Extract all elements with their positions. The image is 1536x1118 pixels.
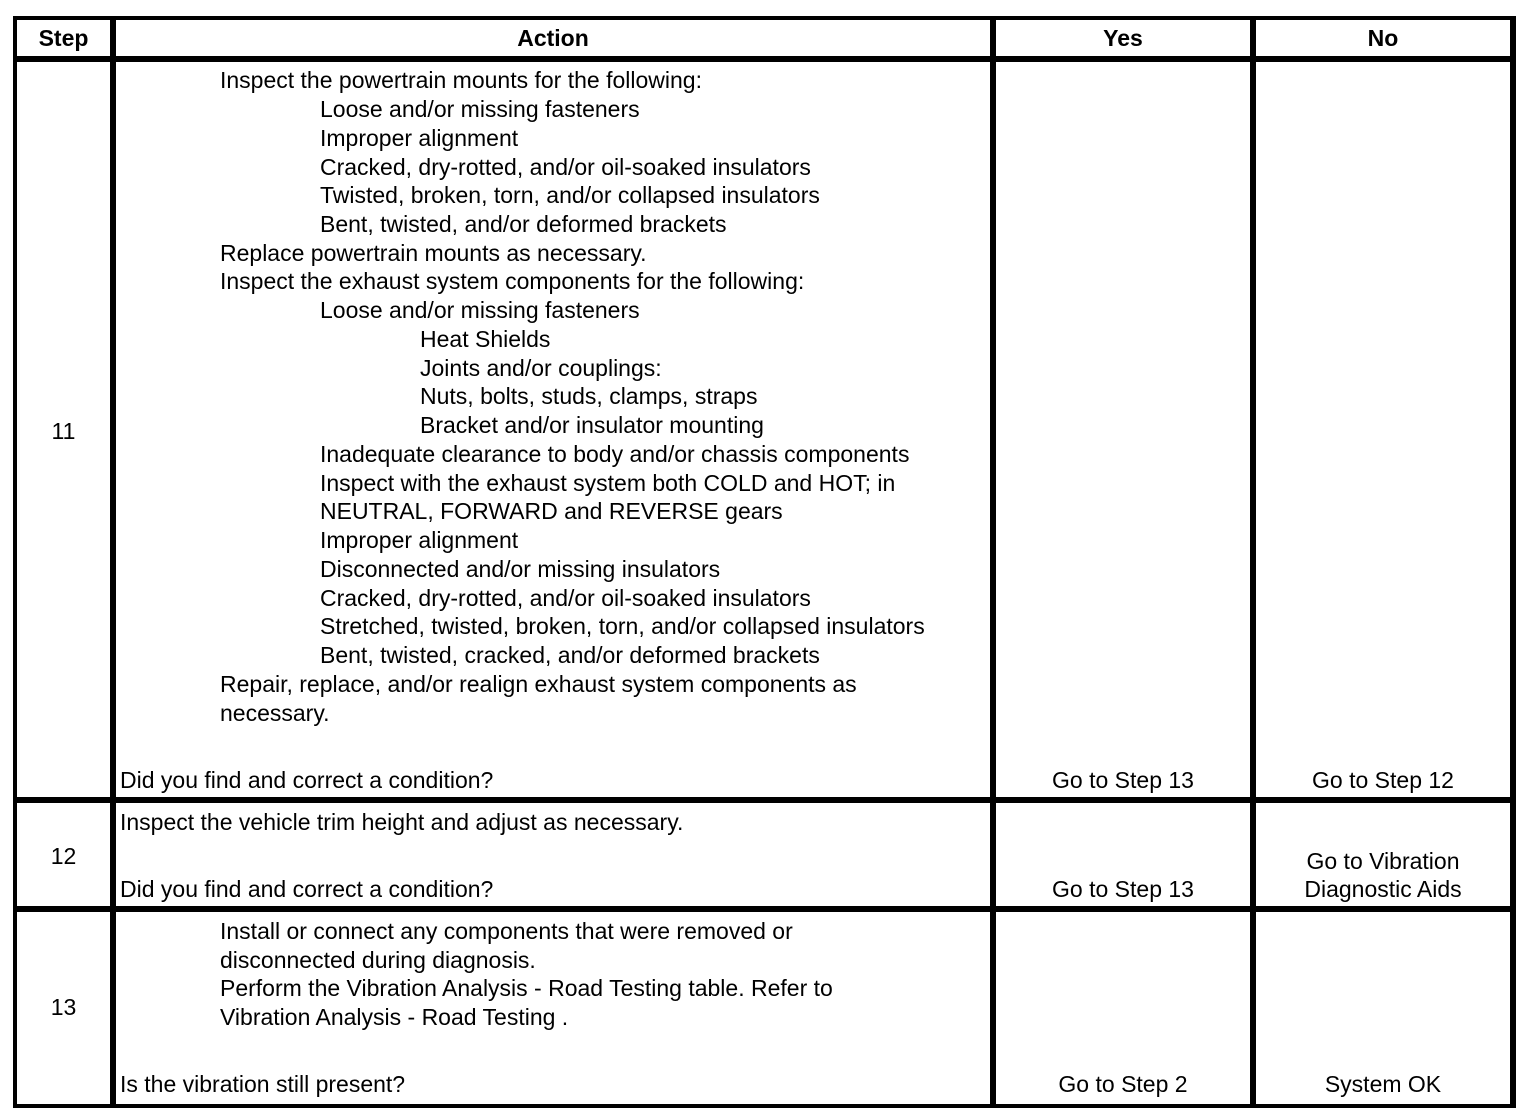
no-result: System OK (1324, 1071, 1442, 1097)
no-result-line: Go to Vibration (1306, 848, 1460, 874)
action-line: Stretched, twisted, broken, torn, and/or collapsed insulators (320, 613, 925, 639)
header-action: Action (517, 25, 589, 51)
action-line: Nuts, bolts, studs, clamps, straps (420, 383, 758, 409)
action-line: Twisted, broken, torn, and/or collapsed insulators (320, 182, 820, 208)
action-line: Loose and/or missing fasteners (320, 297, 640, 323)
action-line: Bent, twisted, and/or deformed brackets (320, 211, 727, 237)
action-line: Inspect with the exhaust system both COLD and HOT; in (320, 470, 896, 496)
action-line: Bent, twisted, cracked, and/or deformed brackets (320, 642, 820, 668)
header-step: Step (38, 25, 89, 51)
action-line: Inspect the vehicle trim height and adjust as necessary. (120, 809, 684, 835)
step-number: 11 (51, 418, 76, 444)
action-line: Cracked, dry-rotted, and/or oil-soaked insulators (320, 154, 811, 180)
action-line: Inadequate clearance to body and/or chassis components (320, 441, 910, 467)
action-line: disconnected during diagnosis. (220, 947, 536, 973)
action-line: Loose and/or missing fasteners (320, 96, 640, 122)
action-line: necessary. (220, 700, 330, 726)
yes-result: Go to Step 13 (1052, 876, 1194, 902)
action-line: Improper alignment (320, 527, 519, 553)
yes-result: Go to Step 13 (1052, 767, 1194, 793)
action-line: Replace powertrain mounts as necessary. (220, 240, 647, 266)
action-line: Bracket and/or insulator mounting (420, 412, 764, 438)
action-line: Heat Shields (420, 326, 551, 352)
action-question: Did you find and correct a condition? (120, 767, 494, 793)
action-question: Did you find and correct a condition? (120, 876, 494, 902)
action-line: Inspect the powertrain mounts for the following: (220, 67, 702, 93)
no-result: Go to Step 12 (1312, 767, 1454, 793)
action-line: Perform the Vibration Analysis - Road Testing table. Refer to (220, 975, 833, 1001)
action-line: Vibration Analysis - Road Testing . (220, 1004, 569, 1030)
action-line: Improper alignment (320, 125, 519, 151)
action-line: Install or connect any components that were removed or (220, 918, 793, 944)
action-line: NEUTRAL, FORWARD and REVERSE gears (320, 498, 783, 524)
header-no: No (1367, 25, 1399, 51)
action-question: Is the vibration still present? (120, 1071, 406, 1097)
header-yes: Yes (1103, 25, 1143, 51)
action-line: Cracked, dry-rotted, and/or oil-soaked insulators (320, 585, 811, 611)
yes-result: Go to Step 2 (1058, 1071, 1188, 1097)
action-line: Disconnected and/or missing insulators (320, 556, 721, 582)
step-number: 13 (50, 994, 77, 1020)
step-number: 12 (50, 843, 77, 869)
action-line: Repair, replace, and/or realign exhaust system components as (220, 671, 857, 697)
action-line: Inspect the exhaust system components for the following: (220, 268, 805, 294)
no-result-line: Diagnostic Aids (1304, 876, 1462, 902)
action-line: Joints and/or couplings: (420, 355, 662, 381)
